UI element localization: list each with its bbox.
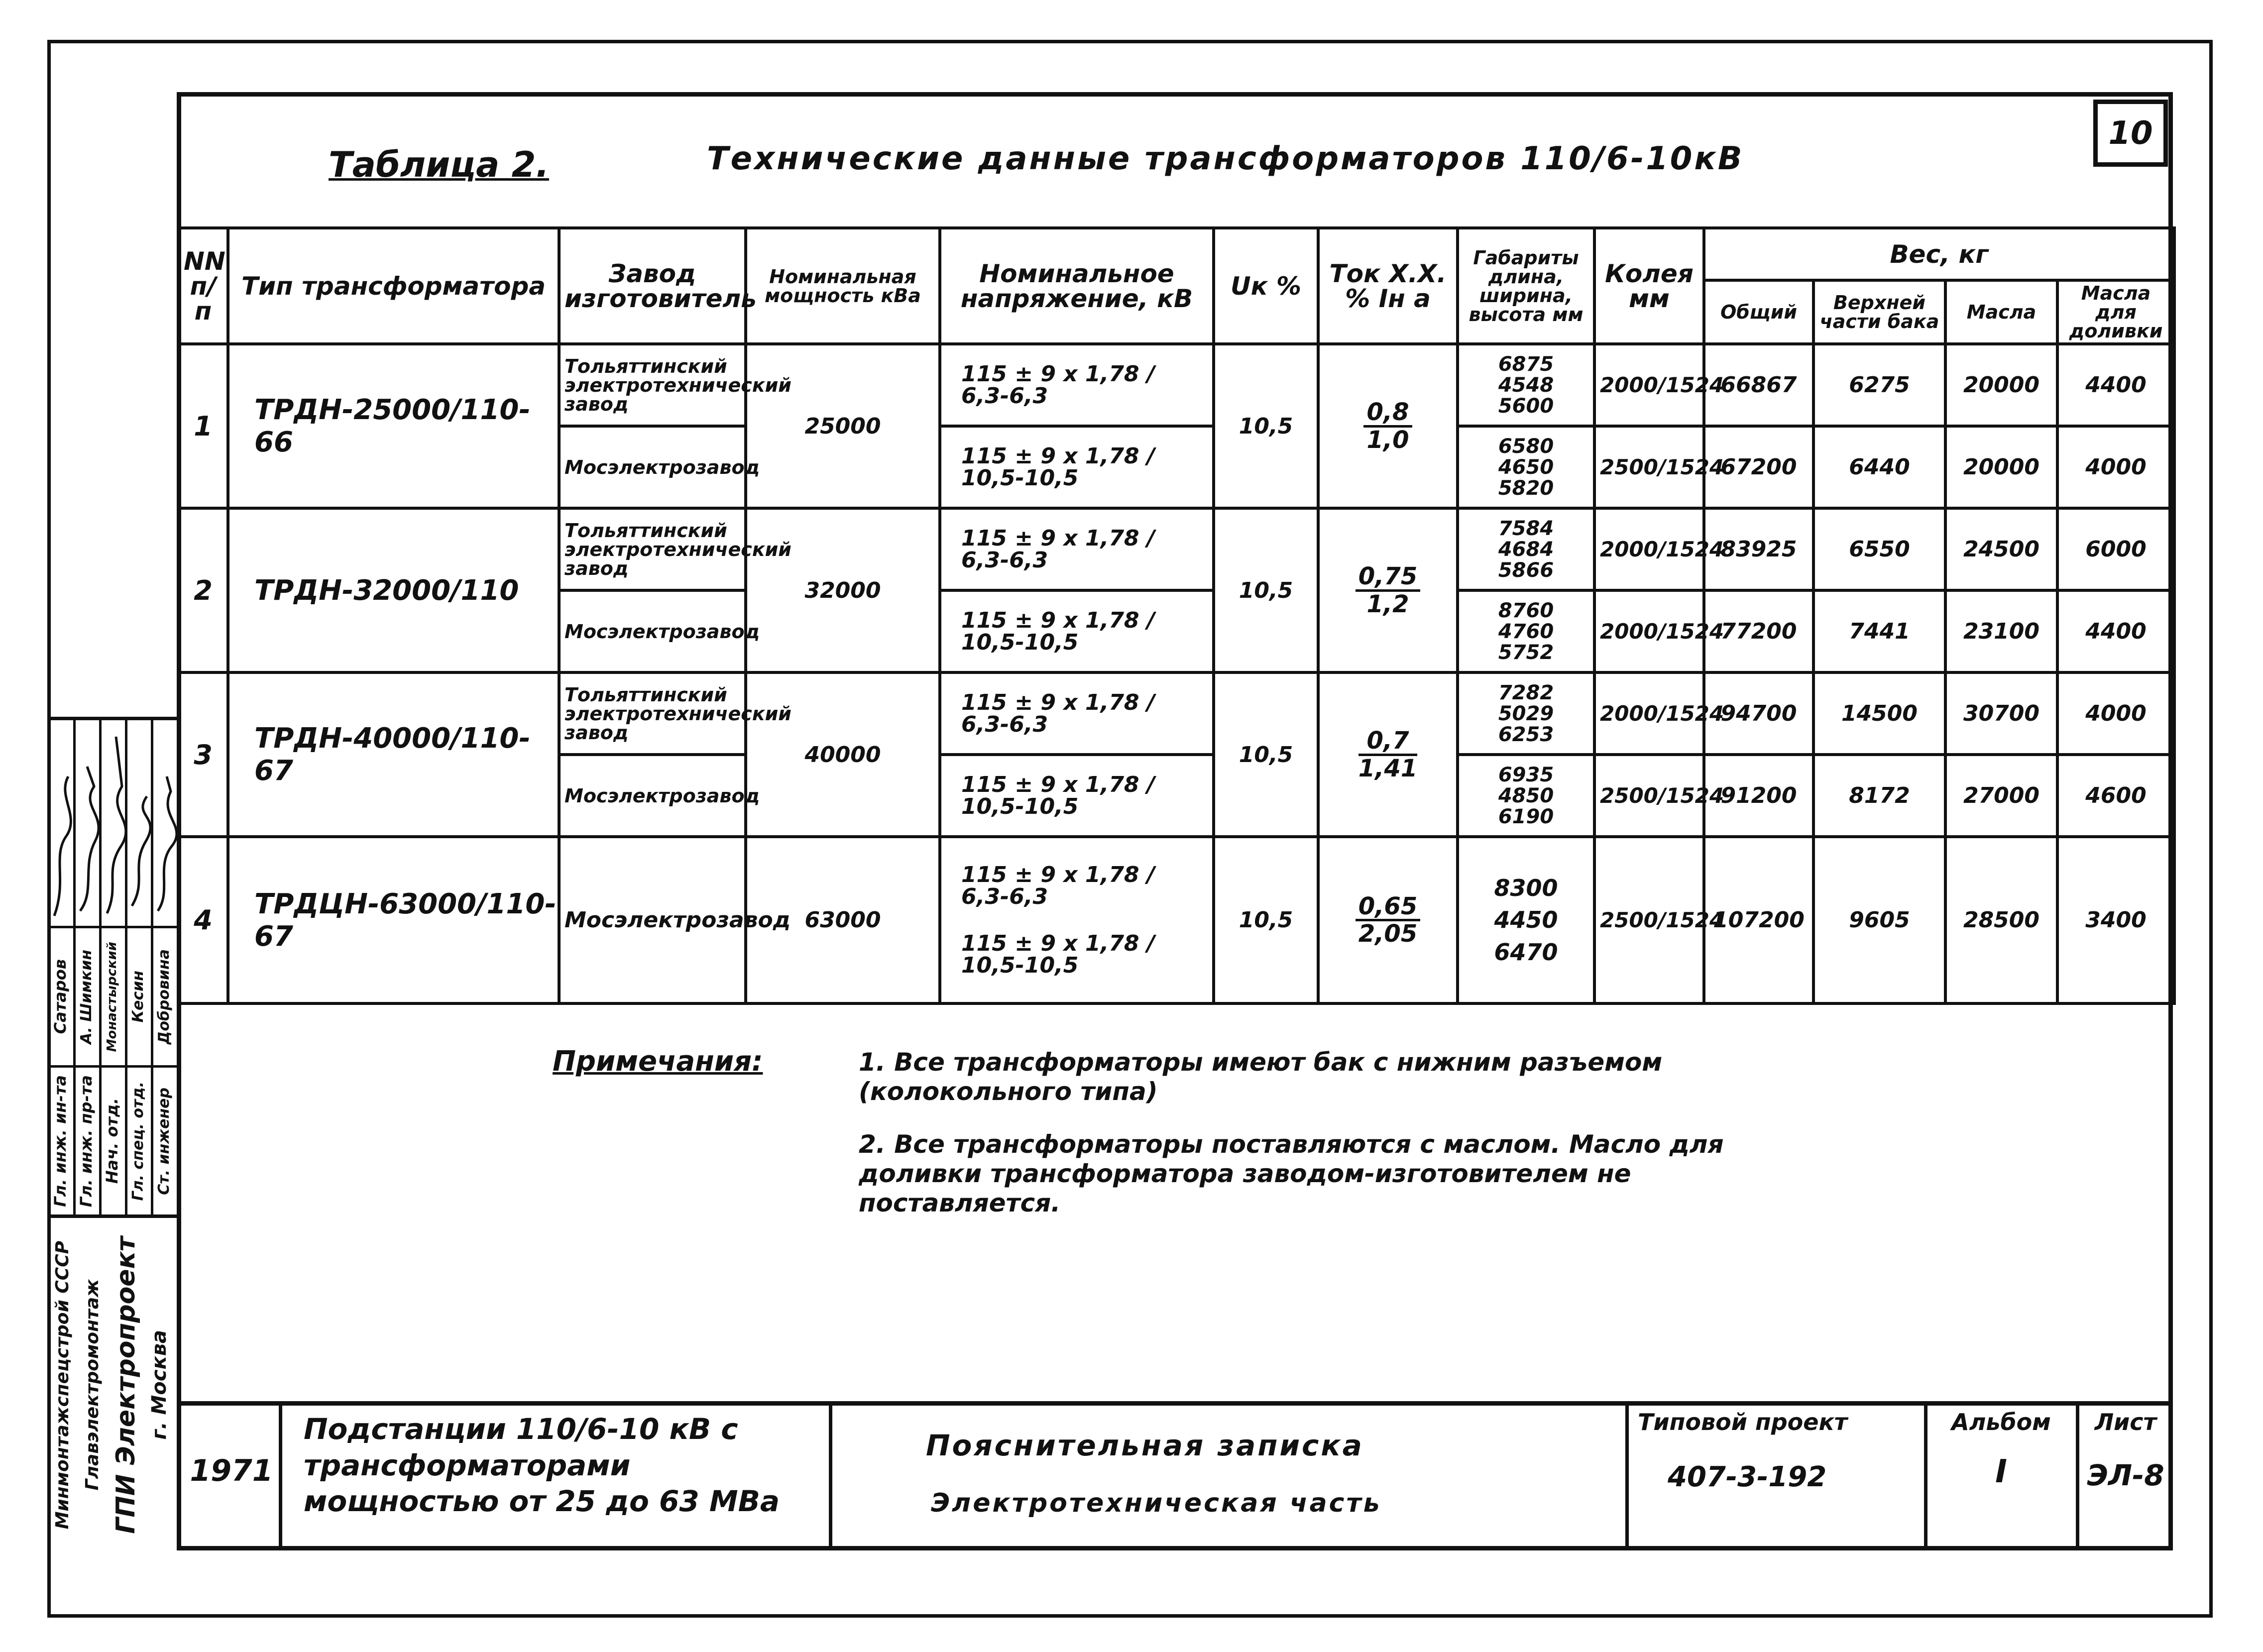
hdr-w-topup: Масла для доливки [2057,280,2174,344]
hdr-noload: Ток Х.Х. % Iн а [1318,228,1458,344]
stamp-role: Нач. отд. [103,1098,121,1184]
row-voltage: 115 ± 9 x 1,78 / 6,3-6,3 [940,672,1214,755]
row-voltage: 115 ± 9 x 1,78 / 10,5-10,5 [940,426,1214,508]
row-w-oil: 23100 [1945,590,2057,672]
approval-stamp [47,717,177,1550]
row-num: 1 [178,344,228,508]
stamp-role: Гл. спец. отд. [129,1081,147,1201]
tb-typical-label: Типовой проект [1638,1409,1848,1435]
stamp-name: Монастырский [105,941,119,1052]
row-w-upper: 6275 [1813,344,1945,426]
row-num: 4 [178,837,228,1003]
row-power: 40000 [746,672,940,837]
note-2: 2. Все трансформаторы поставляются с маслом. Масло для доливки трансформатора заводом-изготовителем не поставляется. [859,1130,1724,1217]
voltage-a: 115 ± 9 x 1,78 / 6,3-6,3 [961,862,1155,909]
row-w-topup: 4600 [2057,755,2174,837]
hdr-dims: Габариты длина, ширина, высота мм [1458,228,1594,344]
row-gauge: 2000/1524 [1594,344,1704,426]
row-power: 63000 [746,837,940,1003]
row-w-upper: 6440 [1813,426,1945,508]
row-w-upper: 8172 [1813,755,1945,837]
hdr-power: Номинальная мощность кВа [746,228,940,344]
hdr-gauge: Колея мм [1594,228,1704,344]
stamp-name: Сатаров [51,959,70,1034]
row-w-topup: 6000 [2057,508,2174,590]
hdr-voltage: Номинальное напряжение, кВ [940,228,1214,344]
hdr-uk: Uк % [1214,228,1318,344]
signature-2 [80,767,99,911]
row-num: 3 [178,672,228,837]
hdr-weight: Вес, кг [1704,228,2174,280]
stamp-name: А. Шимкин [77,949,95,1044]
row-gauge: 2000/1524 [1594,508,1704,590]
row-w-upper: 6550 [1813,508,1945,590]
hdr-type: Тип трансформатора [228,228,559,344]
stamp-role: Гл. инж. пр-та [77,1075,96,1208]
tb-sheet-label: Лист [2094,1409,2157,1435]
row-dims: 7282 5029 6253 [1458,672,1594,755]
row-voltage: 115 ± 9 x 1,78 / 6,3-6,3 [940,344,1214,426]
row-w-topup: 4400 [2057,590,2174,672]
row-dims: 8300 4450 6470 [1458,837,1594,1003]
tb-album-value: I [1995,1453,2007,1490]
row-w-topup: 4000 [2057,672,2174,755]
row-type: ТРДЦН-63000/110-67 [228,837,559,1003]
hdr-w-total: Общий [1704,280,1813,344]
row-gauge: 2000/1524 [1594,672,1704,755]
tb-doc-part: Электротехническая часть [931,1488,1382,1518]
stamp-org: Главэлектромонтаж [82,1279,103,1491]
row-noload [1318,344,1458,508]
row-w-oil: 30700 [1945,672,2057,755]
noload-bottom: 1,2 [1366,590,1409,618]
row-w-total: 107200 [1704,837,1813,1003]
note-1: 1. Все трансформаторы имеют бак с нижним разъемом (колокольного типа) [859,1048,1663,1106]
row-w-total: 91200 [1704,755,1813,837]
stamp-name: Добровина [155,949,173,1045]
table-row [178,672,2174,755]
hdr-factory: Завод изготовитель [559,228,746,344]
tb-divider [1924,1401,1927,1550]
row-w-upper: 14500 [1813,672,1945,755]
noload-top: 0,65 [1356,894,1420,921]
row-noload [1318,508,1458,672]
row-type: ТРДН-32000/110 [228,508,559,672]
row-factory: Мосэлектрозавод [559,755,746,837]
noload-top: 0,75 [1356,564,1420,591]
tb-sheet-value: ЭЛ-8 [2087,1458,2164,1492]
row-w-upper: 9605 [1813,837,1945,1003]
hdr-w-upper: Верхней части бака [1813,280,1945,344]
row-num: 2 [178,508,228,672]
row-dims: 8760 4760 5752 [1458,590,1594,672]
sheet-number: 10 [2093,100,2168,167]
row-w-total: 94700 [1704,672,1813,755]
noload-bottom: 1,41 [1358,754,1418,782]
stamp-role: Ст. инженер [155,1087,173,1195]
row-uk: 10,5 [1214,672,1318,837]
table-caption: Технические данные трансформаторов 110/6-10кВ [707,140,1744,177]
row-w-topup: 4000 [2057,426,2174,508]
row-w-total: 67200 [1704,426,1813,508]
row-factory: Тольяттинский электротехнический завод [559,508,746,590]
noload-bottom: 1,0 [1366,426,1409,454]
row-w-oil: 27000 [1945,755,2057,837]
row-voltage [940,837,1214,1003]
row-gauge: 2000/1524 [1594,590,1704,672]
row-noload [1318,837,1458,1003]
row-gauge: 2500/1524 [1594,755,1704,837]
hdr-w-oil: Масла [1945,280,2057,344]
row-power: 32000 [746,508,940,672]
row-uk: 10,5 [1214,508,1318,672]
signature-4 [132,796,150,906]
row-type: ТРДН-40000/110-67 [228,672,559,837]
transformer-table [177,226,2176,1005]
row-w-total: 66867 [1704,344,1813,426]
row-type: ТРДН-25000/110-66 [228,344,559,508]
row-voltage: 115 ± 9 x 1,78 / 10,5-10,5 [940,755,1214,837]
tb-project-name: Подстанции 110/6-10 кВ с трансформаторами мощностью от 25 до 63 МВа [304,1412,780,1518]
row-factory: Тольяттинский электротехнический завод [559,344,746,426]
table-row [178,344,2174,426]
row-w-oil: 20000 [1945,344,2057,426]
voltage-b: 115 ± 9 x 1,78 / 10,5-10,5 [961,930,1155,978]
noload-bottom: 2,05 [1358,920,1418,948]
stamp-role: Гл. инж. ин-та [51,1075,70,1207]
tb-divider [279,1401,282,1550]
row-uk: 10,5 [1214,837,1318,1003]
hdr-num: NN п/п [178,228,228,344]
table-row [178,837,2174,1003]
row-factory: Мосэлектрозавод [559,837,746,1003]
signature-5 [158,776,177,911]
row-w-oil: 20000 [1945,426,2057,508]
tb-divider [1625,1401,1629,1550]
noload-top: 0,7 [1358,728,1417,756]
stamp-name: Кесин [129,971,147,1023]
row-uk: 10,5 [1214,344,1318,508]
tb-doc-name: Пояснительная записка [926,1429,1364,1462]
row-dims: 6935 4850 6190 [1458,755,1594,837]
notes-title: Примечания: [553,1045,763,1078]
signature-3 [107,737,126,913]
row-gauge: 2500/1524 [1594,426,1704,508]
row-w-upper: 7441 [1813,590,1945,672]
row-w-total: 77200 [1704,590,1813,672]
row-w-oil: 24500 [1945,508,2057,590]
row-factory: Тольяттинский электротехнический завод [559,672,746,755]
stamp-org: Минмонтажспецстрой СССР [52,1240,73,1530]
tb-divider [829,1401,832,1550]
stamp-line [47,1214,178,1218]
stamp-org: ГПИ Электропроект [111,1236,141,1534]
tb-divider [2076,1401,2079,1550]
row-gauge: 2500/1524 [1594,837,1704,1003]
row-factory: Мосэлектрозавод [559,426,746,508]
row-dims: 6580 4650 5820 [1458,426,1594,508]
tb-album-label: Альбом [1951,1409,2051,1435]
row-w-topup: 3400 [2057,837,2174,1003]
row-w-oil: 28500 [1945,837,2057,1003]
row-w-total: 83925 [1704,508,1813,590]
row-factory: Мосэлектрозавод [559,590,746,672]
row-voltage: 115 ± 9 x 1,78 / 10,5-10,5 [940,590,1214,672]
tb-year: 1971 [190,1453,273,1488]
noload-top: 0,8 [1363,400,1412,427]
signature-1 [54,776,71,916]
row-noload [1318,672,1458,837]
table-title: Таблица 2. [329,144,549,185]
row-power: 25000 [746,344,940,508]
signatures [47,717,178,926]
row-dims: 6875 4548 5600 [1458,344,1594,426]
row-voltage: 115 ± 9 x 1,78 / 6,3-6,3 [940,508,1214,590]
row-dims: 7584 4684 5866 [1458,508,1594,590]
tb-typical-value: 407-3-192 [1668,1461,1827,1493]
stamp-org: г. Москва [148,1330,171,1440]
row-w-topup: 4400 [2057,344,2174,426]
title-block-top-line [177,1401,2173,1406]
table-row [178,508,2174,590]
